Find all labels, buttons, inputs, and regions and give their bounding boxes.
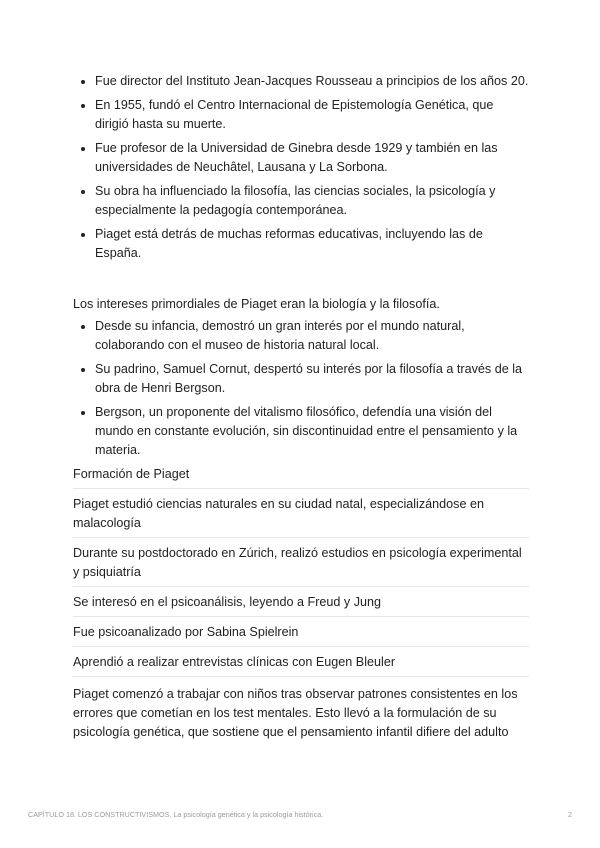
table-row: Fue psicoanalizado por Sabina Spielrein <box>73 617 529 647</box>
list-item <box>73 225 529 263</box>
page-number: 2 <box>568 810 572 819</box>
list-item <box>73 72 529 91</box>
table-row: Se interesó en el psicoanálisis, leyendo a Freud y Jung <box>73 587 529 617</box>
bullet-icon <box>81 325 85 329</box>
list-item <box>73 403 529 460</box>
list-item-text: Piaget está detrás de muchas reformas educativas, incluyendo las de España. <box>95 227 483 260</box>
list-item-text: Desde su infancia, demostró un gran interés por el mundo natural, colaborando con el museo de historia natural local. <box>95 319 465 352</box>
list-item-text: Su padrino, Samuel Cornut, despertó su interés por la filosofía a través de la obra de Henri Bergson. <box>95 362 523 395</box>
list-item-text: Bergson, un proponente del vitalismo filosófico, defendía una visión del mundo en constante evolución, sin discontinuidad entre el pensamiento y la materia. <box>95 405 518 457</box>
page-footer <box>28 810 572 820</box>
list-item <box>73 360 529 398</box>
list-item <box>73 96 529 134</box>
list-item-text: Su obra ha influenciado la filosofía, las ciencias sociales, la psicología y especialmente la pedagogía contemporánea. <box>95 184 496 217</box>
list-item <box>73 182 529 220</box>
bullet-icon <box>81 233 85 237</box>
intro-paragraph: Los intereses primordiales de Piaget eran la biología y la filosofía. <box>73 297 440 311</box>
list-item-text: Fue profesor de la Universidad de Ginebra desde 1929 y también en las universidades de Neuchâtel, Lausana y La Sorbona. <box>95 141 498 174</box>
bullet-list-interests <box>73 317 529 460</box>
formation-title: Formación de Piaget <box>73 462 529 489</box>
table-row: Aprendió a realizar entrevistas clínicas con Eugen Bleuler <box>73 647 529 677</box>
bullet-icon <box>81 411 85 415</box>
bullet-icon <box>81 190 85 194</box>
list-item-text: Fue director del Instituto Jean-Jacques Rousseau a principios de los años 20. <box>95 74 529 88</box>
table-row: Durante su postdoctorado en Zúrich, realizó estudios en psicología experimental y psiquiatría <box>73 538 529 587</box>
table-row: Piaget comenzó a trabajar con niños tras observar patrones consistentes en los errores que cometían en los test mentales. Esto llevó a la formulación de su psicología genética, que sostiene que el pensamiento infantil difiere del adulto <box>73 687 518 739</box>
bullet-icon <box>81 147 85 151</box>
footer-chapter-title: CAPÍTULO 18. LOS CONSTRUCTIVISMOS. La psicología genética y la psicología histórica. <box>28 810 324 819</box>
table-row: Piaget estudió ciencias naturales en su ciudad natal, especializándose en malacología <box>73 489 529 538</box>
list-item-text: En 1955, fundó el Centro Internacional de Epistemología Genética, que dirigió hasta su muerte. <box>95 98 494 131</box>
list-item <box>73 317 529 355</box>
formation-table <box>73 462 529 746</box>
bullet-icon <box>81 104 85 108</box>
list-item <box>73 139 529 177</box>
bullet-icon <box>81 80 85 84</box>
bullet-list-biography <box>73 72 529 263</box>
bullet-icon <box>81 368 85 372</box>
document-body <box>73 72 529 746</box>
